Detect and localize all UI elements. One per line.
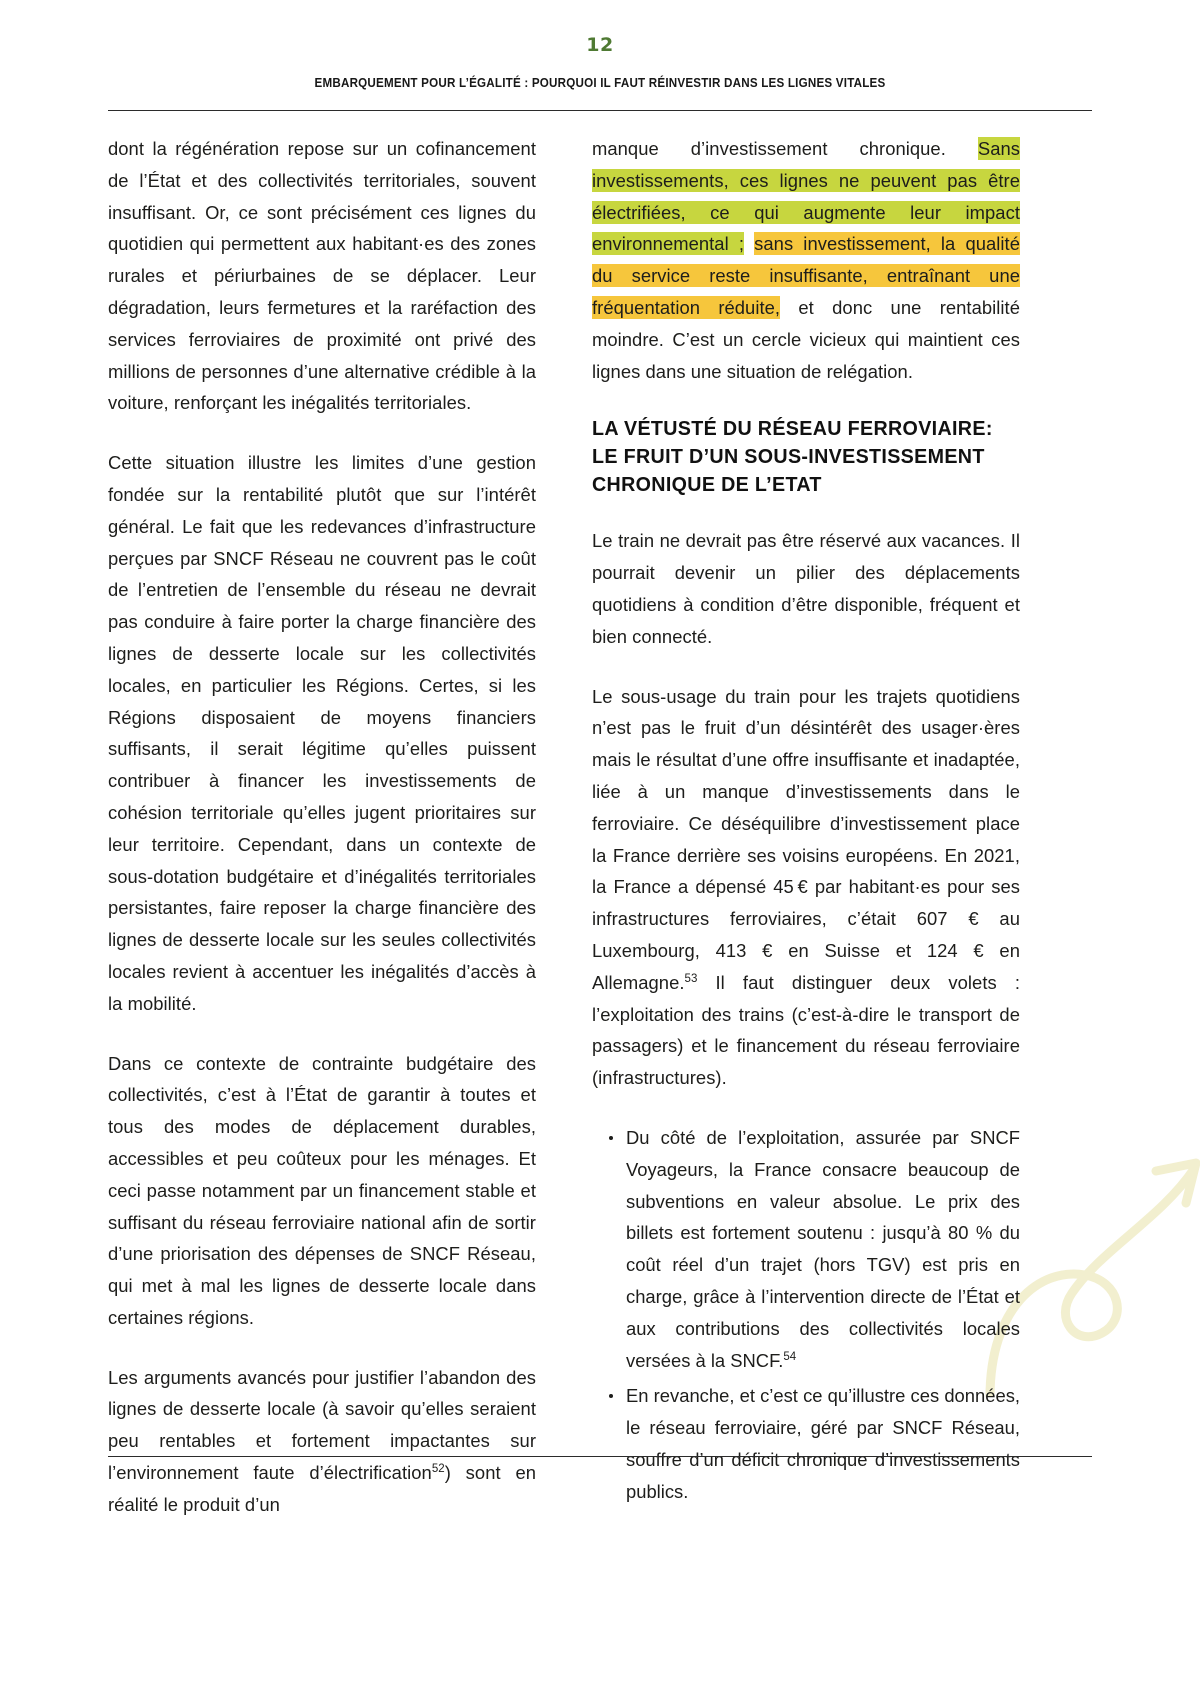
paragraph-text-before-footnote: Le sous-usage du train pour les trajets quotidiens n’est pas le fruit d’un désintérêt des usager·ères mais le résultat d’une offre insuffisante et inadaptée, liée à un manque d’investissements dans le ferroviaire. Ce déséquilibre d’investissement place la France derrière ses voisins européens. En 2021, la France a dépensé 45 € par habitant·es pour ses infrastructures ferroviaires, c’était 607 € au Luxembourg, 413 € en Suisse et 124 € en Allemagne. — [592, 685, 1020, 993]
paragraph-text-after-footnote: ) sont en réalité le produit d’un — [108, 1462, 536, 1515]
highlight-amber: sans investissement, la qualité du service reste insuffisante, entraînant une fréquentation réduite, — [592, 233, 1020, 318]
right-column — [592, 133, 1020, 1521]
text-plain-end: et donc une rentabilité moindre. C’est un cercle vicieux qui maintient ces lignes dans une situation de relégation. — [592, 296, 1020, 382]
paragraph: Cette situation illustre les limites d’une gestion fondée sur la rentabilité plutôt que sur l’intérêt général. Le fait que les redevances d’infrastructure perçues par SNCF Réseau ne couvrent pas le coût de l’entretien de l’ensemble du réseau ne devrait pas conduire à faire porter la charge financière des lignes de desserte locale sur les collectivités locales, en particulier les Régions. Certes, si les Régions disposaient de moyens financiers suffisants, il serait légitime qu’elles puissent contribuer à financer les investissements de cohésion territoriale qu’elles jugent prioritaires sur leur territoire. Cependant, dans un contexte de sous-dotation budgétaire et d’inégalités territoriales persistantes, faire reposer la charge financière des lignes de desserte locale sur les seules collectivités locales revient à accentuer les inégalités d’accès à la mobilité. — [108, 452, 536, 1014]
two-column-body — [108, 133, 1020, 1521]
footnote-marker-53[interactable]: 53 — [684, 972, 698, 985]
footer-divider — [108, 1456, 1092, 1457]
list-item — [592, 1122, 1020, 1376]
text-plain-start: manque d’investissement chronique. — [592, 138, 978, 159]
left-column — [108, 133, 536, 1521]
list-item — [592, 1380, 1020, 1507]
footnote-marker-54[interactable]: 54 — [783, 1350, 797, 1363]
list-item-text: Du côté de l’exploitation, assurée par SNCF Voyageurs, la France consacre beaucoup de subventions en valeur absolue. Le prix des billets est fortement soutenu : jusqu’à 80 % du coût réel d’un trajet (hors TGV) est pris en charge, grâce à l’intervention directe de l’État et aux contributions des collectivités locales versées à la SNCF. — [626, 1126, 1020, 1371]
paragraph-with-footnote — [108, 1362, 536, 1521]
highlight-green: Sans investissements, ces lignes ne peuvent pas être électrifiées, ce qui augmente leur impact environnemental ; — [592, 138, 1020, 255]
paragraph-text-after-footnote: Il faut distinguer deux volets : l’exploitation des trains (c’est-à-dire le transport de passagers) et le financement du réseau ferroviaire (infrastructures). — [592, 971, 1020, 1089]
page-number: 12 — [586, 34, 614, 56]
bullet-list — [592, 1122, 1020, 1508]
page-header — [108, 0, 1092, 111]
paragraph: Le train ne devrait pas être réservé aux vacances. Il pourrait devenir un pilier des déplacements quotidiens à condition d’être disponible, fréquent et bien connecté. — [592, 530, 1020, 647]
running-title: EMBARQUEMENT POUR L’ÉGALITÉ : POURQUOI IL FAUT RÉINVESTIR DANS LES LIGNES VITALES — [314, 76, 886, 90]
paragraph-with-highlights — [592, 133, 1020, 387]
section-heading: LA VÉTUSTÉ DU RÉSEAU FERROVIAIRE: LE FRUIT D’UN SOUS-INVESTISSEMENT CHRONIQUE DE L’ETAT — [592, 417, 993, 497]
paragraph: Dans ce contexte de contrainte budgétaire des collectivités, c’est à l’État de garantir à toutes et tous des modes de déplacement durables, accessibles et peu coûteux pour les ménages. Et ceci passe notamment par un financement stable et suffisant du réseau ferroviaire national afin de sortir d’une priorisation des dépenses de SNCF Réseau, qui met à mal les lignes de desserte locale dans certaines régions. — [108, 1052, 536, 1328]
paragraph: dont la régénération repose sur un cofinancement de l’État et des collectivités territoriales, souvent insuffisant. Or, ce sont précisément ces lignes du quotidien qui permettent aux habitant·es des zones rurales et périurbaines de se déplacer. Leur dégradation, leurs fermetures et la raréfaction des services ferroviaires de proximité ont privé des millions de personnes d’une alternative crédible à la voiture, renforçant les inégalités territoriales. — [108, 138, 536, 414]
header-divider — [108, 110, 1092, 111]
highlight-gap — [744, 233, 754, 254]
paragraph-text-before-footnote: Les arguments avancés pour justifier l’abandon des lignes de desserte locale (à savoir qu’elles seraient peu rentables et fortement impactantes sur l’environnement faute d’électrification — [108, 1366, 536, 1484]
paragraph-with-footnote — [592, 681, 1020, 1094]
list-item-text: En revanche, et c’est ce qu’illustre ces données, le réseau ferroviaire, géré par SNCF Réseau, souffre d’un déficit chronique d’investissements publics. — [626, 1385, 1020, 1502]
footnote-marker-52[interactable]: 52 — [431, 1462, 445, 1475]
